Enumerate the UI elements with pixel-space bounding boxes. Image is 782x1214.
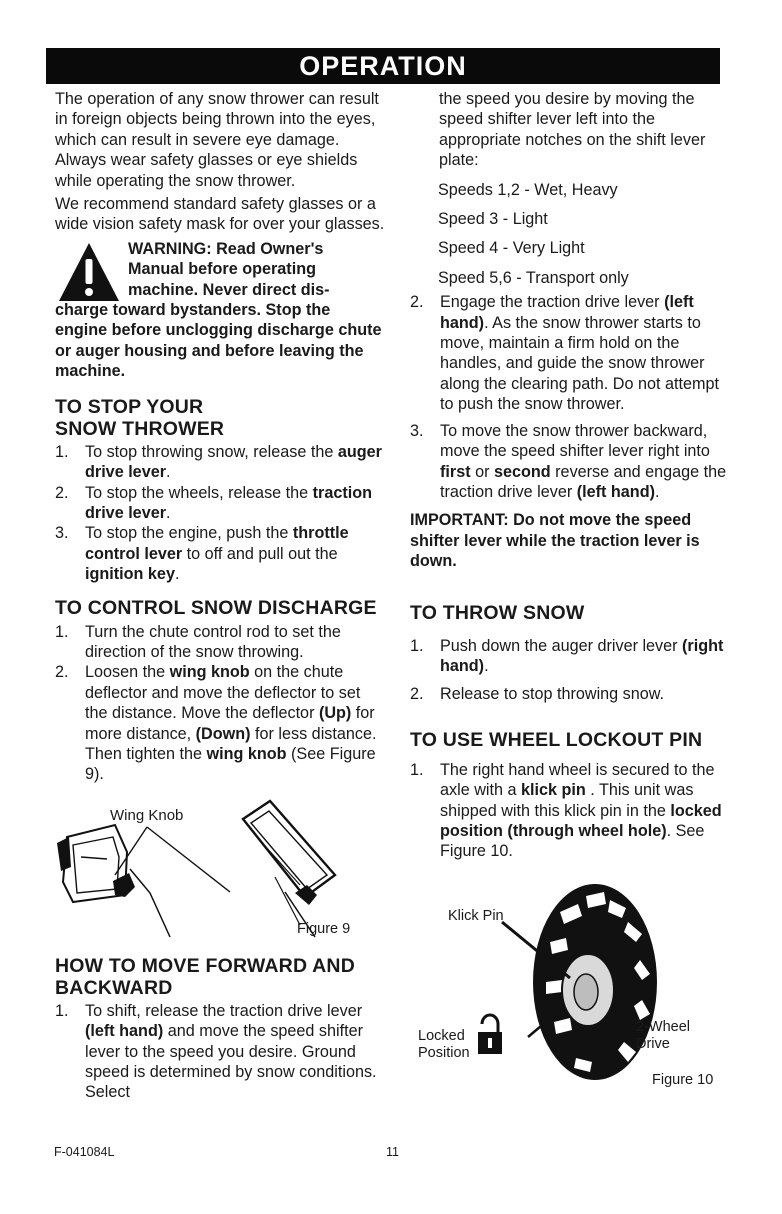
speed-item: Speed 3 - Light xyxy=(438,210,548,229)
warning-rest: charge toward bystanders. Stop the engine before unclogging discharge chute or auger housing and before leaving the machine. xyxy=(55,301,382,381)
forward-steps xyxy=(55,1001,385,1103)
warning-line-2: Manual before operating xyxy=(128,260,316,279)
speed-item: Speed 4 - Very Light xyxy=(438,239,585,258)
lockout-steps xyxy=(410,760,735,862)
left-column xyxy=(55,89,385,1103)
list-item: 1. Turn the chute control rod to set the direction of the snow throwing. xyxy=(55,622,341,661)
right-column xyxy=(410,89,735,1092)
traction-steps xyxy=(410,292,735,502)
list-item: 2. To stop the wheels, release the traction drive lever. xyxy=(55,483,373,522)
stop-heading-line-2: SNOW THROWER xyxy=(55,417,225,440)
warning-triangle-icon xyxy=(57,241,121,303)
intro-paragraph: The operation of any snow thrower can result in foreign objects being thrown into the eyes, which can result in severe eye damage. Always wear safety glasses or eye shields while operating the snow thrower. xyxy=(55,90,379,190)
locked-label-line-2: Position xyxy=(418,1044,470,1061)
list-item: 1. To shift, release the traction drive lever (left hand) and move the speed shifter lever to the speed you desire. Ground speed is determined by snow conditions. Select xyxy=(55,1001,377,1102)
section-banner: OPERATION xyxy=(46,48,720,84)
figure-10-caption: Figure 10 xyxy=(652,1071,714,1088)
throw-heading: TO THROW SNOW xyxy=(410,601,585,624)
safety-glasses-paragraph: We recommend standard safety glasses or a wide vision safety mask for over your glasses. xyxy=(55,195,385,234)
discharge-steps xyxy=(55,622,385,785)
document-code: F-041084L xyxy=(54,1145,115,1159)
speed-item: Speed 5,6 - Transport only xyxy=(438,268,629,287)
drive-label-line-2: Drive xyxy=(636,1035,670,1052)
speed-item: Speeds 1,2 - Wet, Heavy xyxy=(438,180,618,199)
list-item: 2. Release to stop throwing snow. xyxy=(410,685,665,704)
list-item: 2. Loosen the wing knob on the chute deflector and move the deflector to set the distance. Move the deflector (Up) for more distance, (Down) for less distance. Then tighten the wing knob (See Figure 9). xyxy=(55,663,377,784)
warning-line-1: WARNING: Read Owner's xyxy=(128,239,324,258)
wing-knob-label: Wing Knob xyxy=(110,806,184,824)
important-note: IMPORTANT: Do not move the speed shifter lever while the traction lever is down. xyxy=(410,511,700,571)
list-item: 1. To stop throwing snow, release the auger drive lever. xyxy=(55,442,382,482)
forward-heading-line-2: BACKWARD xyxy=(55,976,173,999)
locked-label-line-1: Locked xyxy=(418,1027,465,1044)
discharge-heading: TO CONTROL SNOW DISCHARGE xyxy=(55,596,377,619)
list-item: 2. Engage the traction drive lever (left hand). As the snow thrower starts to move, maintain a firm hold on the handles, and guide the snow thrower along the clearing path. Do not attempt to push the snow thrower. xyxy=(410,293,719,414)
figure-10 xyxy=(410,882,735,1092)
forward-heading-line-1: HOW TO MOVE FORWARD AND xyxy=(55,954,355,977)
figure-9 xyxy=(55,797,385,945)
warning-line-3: machine. Never direct dis- xyxy=(128,280,330,299)
stop-steps xyxy=(55,442,385,585)
lock-icon xyxy=(478,1015,502,1054)
list-item: 1. Push down the auger driver lever (right hand). xyxy=(410,636,724,675)
list-item: 1. The right hand wheel is secured to the axle with a klick pin . This unit was shipped with this klick pin in the locked position (through wheel hole). See Figure 10. xyxy=(410,760,722,861)
throw-steps xyxy=(410,636,735,705)
lockout-heading: TO USE WHEEL LOCKOUT PIN xyxy=(410,728,703,751)
page-number: 11 xyxy=(386,1145,399,1159)
stop-heading-line-1: TO STOP YOUR xyxy=(55,395,204,418)
speed-continuation: the speed you desire by moving the speed shifter lever left into the appropriate notches on the shift lever plate: xyxy=(439,90,706,170)
drive-label-line-1: 2-Wheel xyxy=(636,1018,690,1035)
list-item: 3. To stop the engine, push the throttle control lever to off and pull out the ignition key. xyxy=(55,524,349,584)
figure-9-caption: Figure 9 xyxy=(297,920,351,937)
warning-block xyxy=(55,239,385,382)
list-item: 3. To move the snow thrower backward, move the speed shifter lever right into first or second reverse and engage the traction drive lever (left hand). xyxy=(410,421,727,501)
klick-pin-label: Klick Pin xyxy=(448,907,504,924)
